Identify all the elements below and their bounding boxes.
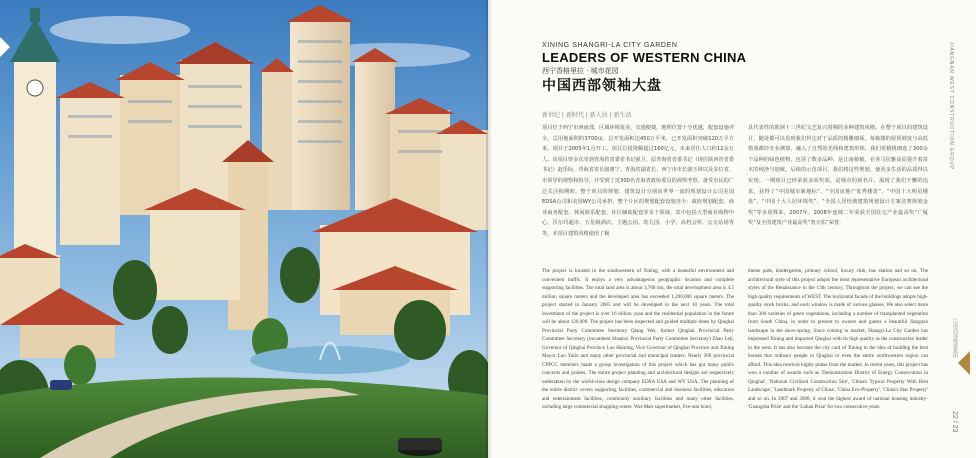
vertical-chinese-label: 江南西部城建集团 xyxy=(952,318,958,358)
english-paragraph: The project is located in the southwestern of Xining, with a beautiful environment and convenient traffic. It enjoys a very advantageous geographic location and complete supporting facilities. The total land area is about 3,700 mu, the total development area is 4.5 million square meters and the developed area has exceeded 1,200,000 square meters. The project started in January 2005 and will be developed in the next 10 years. The total investment of the project is over 16 billion yuan and the residential population in the future will be about 120,000. The project has been inspected and guided multiple times by Qinghai Provincial Party Committee Secretary Qiang Wei, former Qinghai Provincial Party Committee Secretary (incumbent Shaanxi Provincial Party Committee Secretary) Zhao Leji, Governor of Qinghai Province Luo Huining, Vice Governor of Qinghai Province and Xining Mayor Luo Yulin and many other provincial and municipal leaders. Nearly 300 provincial CPPCC members made a group investigation of this project which has got many public concerns and praises. The entire project planning and architectural designs are respectively undertaken by the world-class design company EDSA USA and WY USA. The planning of the entire district covers supporting facilities, commercial and business facilities, education and entertainment facilities, community auxiliary facilities and many other facilities, including large commercial shopping center, Wal-Mart supermarket, five-star hotel, xyxy=(542,268,734,410)
english-subtitle: XINING SHANGRI-LA CITY GARDEN xyxy=(542,42,678,49)
chinese-paragraph: 具代表性的欧洲十三世纪文艺复兴时期的多种建筑风格。在整个项目的建筑设计，随处都可以看到我们传达对于品质的精雕细琢，每栋楼的屋顶坡度与高低错落都经专业测算，融入了自然的光线和建筑形体，我们更精挑细选了300余个品种的绿色植物，包括了数多品种，是江南植被，在喜马拉雅高原提升着苗木的纯净与别致。后续的示范项目，我们将这些规划，使更多生活的品质得以实现。一期项目已经荣获多项奖项，是城市的新名片，展现了我们不懈的追求，获得了“中国城市新地标”、“全国房地产优秀楼盘”、“中国十大明星楼盘”、“中国十大人居环境奖”、“全国人居经典建筑规划设计方案竞赛规划金奖”等多项殊荣，2007年，2008年连续二年荣获全国住宅产业最高奖“广厦奖”及全国建筑产业最高奖“詹天佑”荣誉。 xyxy=(748,125,928,227)
english-paragraph: theme park, kindergarten, primary school, luxury club, bus station and so on. The architectural style of this project adopts the most representative European architectural styles of the Renaissance in the 13th century. Throughout the project, we can see the high quality requirements of WEST. The horizontal facade of the buildings adopts high-quality stock bricks, and each window is made of various glasses. We also select more than 300 varieties of green vegetations, including a number of transplanted vegetation from South China, in order to present to owners and guests a beautiful Jiangnan landscape in the snow-spring. Since coming to market, Shangri-La City Garden has impressed Xining and impacted Qinghai with its high quality as the construction leader in the west. It has also become the city card of Xining in the idea of building the best houses that ordinary people in Qinghai or even the entire northwestern region can afford. This idea receives highly praise from the market. In recent years, this project has won a number of awards such as 'Demonstration District of Energy Conservation in Qinghai', 'National Civilized Construction Site', 'China's Typical Property With Best Landscape', 'Landmark Property of China', 'China Eco-Property', 'China's Star Property' and so on. In 2007 and 2008, it won the highest award of national housing industry-'Guangsha Prize' and the 'Luban Prize' for two consecutive years. xyxy=(748,268,928,410)
english-text-column-2 xyxy=(748,267,928,457)
tagline: 新世纪 | 新时代 | 新人居 | 新生活 xyxy=(542,112,632,119)
english-title: LEADERS OF WESTERN CHINA xyxy=(542,50,747,65)
page-number: 22 / 23 xyxy=(951,411,958,433)
text-page xyxy=(492,0,976,458)
english-text-column-1 xyxy=(542,267,734,457)
chinese-subtitle: 西宁香格里拉 · 城市花园 xyxy=(542,67,619,75)
chinese-text-column-1 xyxy=(542,123,734,263)
chinese-text-column-2 xyxy=(748,123,928,263)
previous-page-arrow xyxy=(0,37,10,57)
chinese-paragraph: 项目位于西宁市西南部，区域环境优美，交通便捷，地理位置十分优越，配套设施齐全。总用地面积约3700亩，总开发面积达450万平米，已开发面积突破120万平方米，项目于2005年1月开工，项目总投资额超过160亿元，未来居住人口约12余万人。该项目曾多次受到青海省省委省书记强卫、原青海省省委书记（现任陕西省省委书记）赵乐际、青海省省长骆惠宁、青海省副省长、西宁市市长骆玉林以及多位省、市领导的视察和指导，并受到了近300名青海省政协委员的视察考察。备受市民的广泛关注和期盼。整个项目的规划、建筑设计分别由世界一流的规划设计公司美国EDSA公司和美国WY公司承担，整个片区的规划配套设施齐全：政府规划配套、商业商务配套、休闲娱乐配套、社区辅助配套等多个领域，其中包括大型商业购物中心、沃尔玛超市、五星级酒店、主题公园、幼儿园、小学、高档会所、公交站场等等，本项目建筑风格使用了极 xyxy=(542,125,734,237)
next-page-arrow-icon[interactable] xyxy=(958,351,970,375)
chinese-title: 中国西部领袖大盘 xyxy=(542,78,662,94)
vertical-brand-label: JIANGNAN WEST CONSTRUCTION GROUP xyxy=(948,42,954,171)
